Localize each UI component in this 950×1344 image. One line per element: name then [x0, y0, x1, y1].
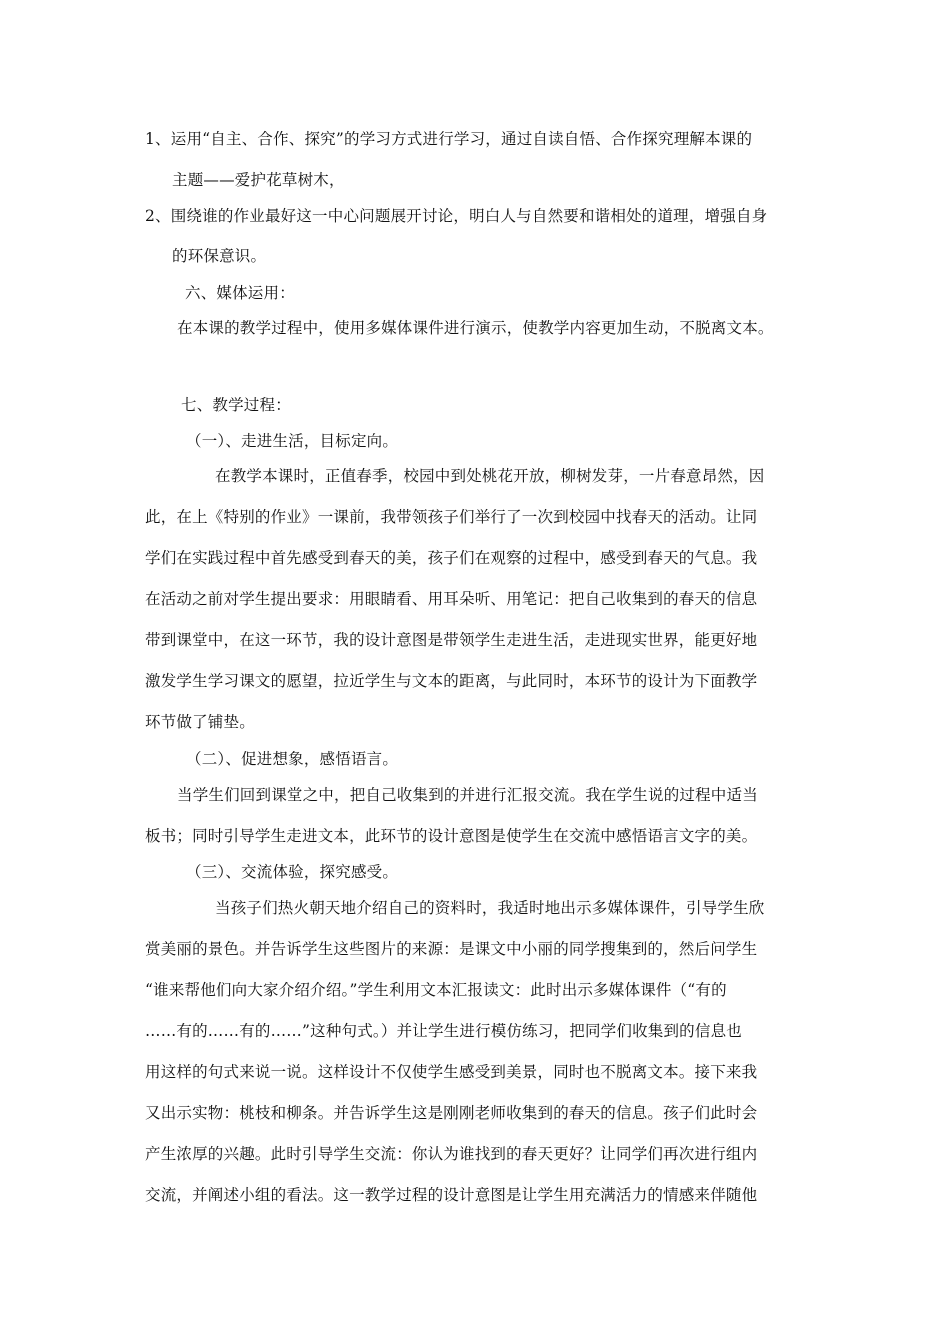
text-line: 用这样的句式来说一说。这样设计不仅使学生感受到美景，同时也不脱离文本。接下来我: [145, 1063, 758, 1081]
text-line: 激发学生学习课文的愿望，拉近学生与文本的距离，与此同时，本环节的设计为下面教学: [145, 672, 758, 690]
text-line: “谁来帮他们向大家介绍介绍。”学生利用文本汇报读文：此时出示多媒体课件（“有的: [145, 981, 727, 999]
text-line: ……有的……有的……”这种句式。）并让学生进行模仿练习，把同学们收集到的信息也: [145, 1022, 742, 1040]
text-line: 当孩子们热火朝天地介绍自己的资料时，我适时地出示多媒体课件，引导学生欣: [215, 899, 765, 917]
section-heading: 七、教学过程：: [181, 396, 291, 414]
text-line: 1、运用“自主、合作、探究”的学习方式进行学习，通过自读自悟、合作探究理解本课的: [145, 130, 753, 148]
section-heading: 六、媒体运用：: [185, 284, 295, 302]
text-line: 交流，并阐述小组的看法。这一教学过程的设计意图是让学生用充满活力的情感来伴随他: [145, 1186, 758, 1204]
text-line: 在本课的教学过程中，使用多媒体课件进行演示，使教学内容更加生动，不脱离文本。: [177, 319, 774, 337]
text-line: 主题——爱护花草树木，: [172, 171, 345, 189]
text-line: 的环保意识。: [172, 247, 267, 265]
text-line: 此，在上《特别的作业》一课前，我带领孩子们举行了一次到校园中找春天的活动。让同: [145, 508, 758, 526]
text-line: 学们在实践过程中首先感受到春天的美，孩子们在观察的过程中，感受到春天的气息。我: [145, 549, 758, 567]
text-line: 环节做了铺垫。: [145, 713, 255, 731]
text-line: 赏美丽的景色。并告诉学生这些图片的来源：是课文中小丽的同学搜集到的，然后问学生: [145, 940, 758, 958]
text-line: 在活动之前对学生提出要求：用眼睛看、用耳朵听、用笔记：把自己收集到的春天的信息: [145, 590, 758, 608]
subsection-heading: （二）、促进想象，感悟语言。: [186, 750, 399, 768]
text-line: 当学生们回到课堂之中，把自己收集到的并进行汇报交流。我在学生说的过程中适当: [177, 786, 758, 804]
text-line: 2、围绕谁的作业最好这一中心问题展开讨论，明白人与自然要和谐相处的道理，增强自身: [145, 207, 768, 225]
subsection-heading: （三）、交流体验，探究感受。: [186, 863, 399, 881]
subsection-heading: （一）、走进生活，目标定向。: [186, 432, 399, 450]
text-line: 带到课堂中，在这一环节，我的设计意图是带领学生走进生活，走进现实世界，能更好地: [145, 631, 758, 649]
text-line: 又出示实物：桃枝和柳条。并告诉学生这是刚刚老师收集到的春天的信息。孩子们此时会: [145, 1104, 758, 1122]
text-line: 板书；同时引导学生走进文本，此环节的设计意图是使学生在交流中感悟语言文字的美。: [145, 827, 758, 845]
text-line: 在教学本课时，正值春季，校园中到处桃花开放，柳树发芽，一片春意昂然，因: [215, 467, 765, 485]
text-line: 产生浓厚的兴趣。此时引导学生交流：你认为谁找到的春天更好？让同学们再次进行组内: [145, 1145, 758, 1163]
